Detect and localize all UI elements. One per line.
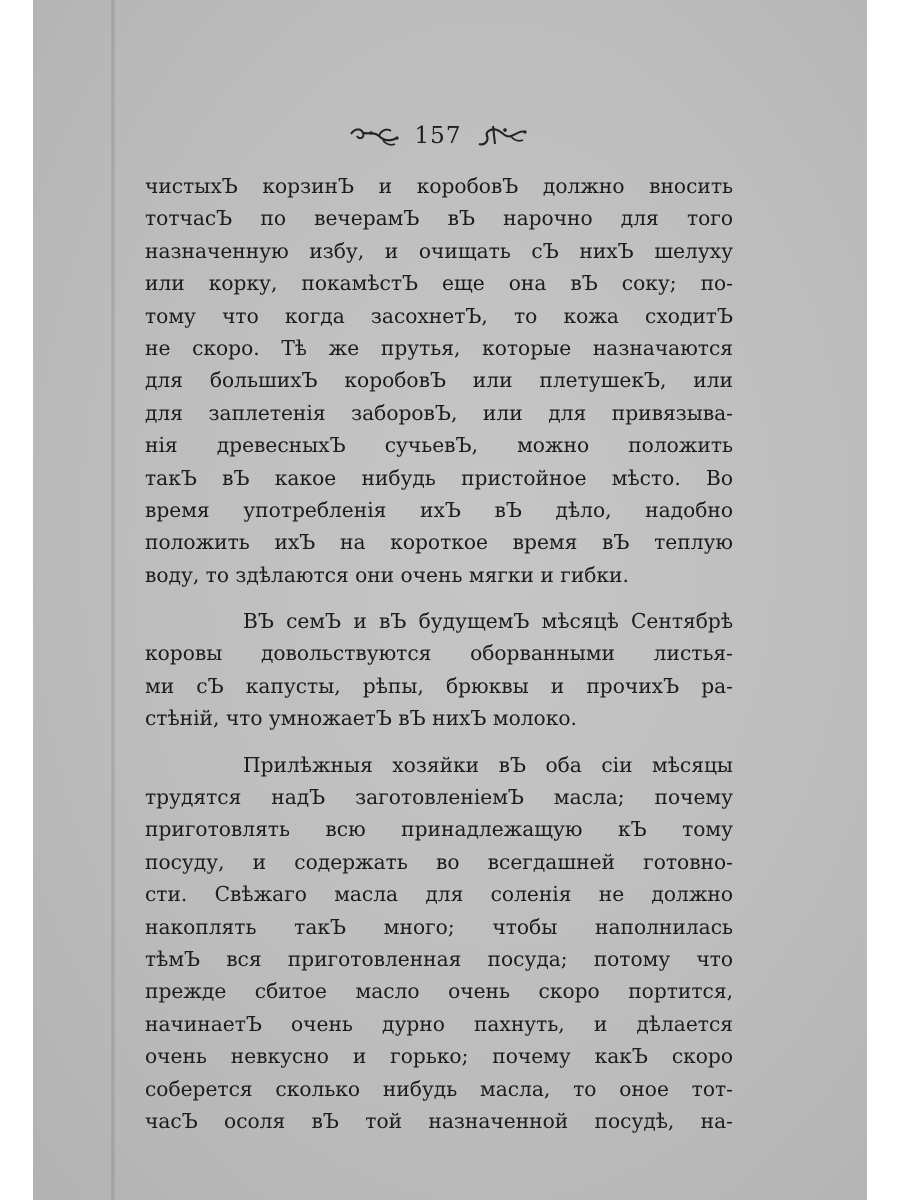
text-line: прежде сбитое масло очень скоро портится, (145, 979, 733, 1004)
text-line: начинаетЪ очень дурно пахнуть, и дѣлается (145, 1011, 733, 1036)
text-line: стѣній, что умножаетЪ вЪ нихЪ молоко. (145, 706, 577, 731)
text-line: приготовлять всю принадлежащую кЪ тому (145, 817, 733, 842)
paragraph-3 (145, 749, 733, 1138)
text-line: для большихЪ коробовЪ или плетушекЪ, или (145, 368, 733, 393)
text-line: коровы довольствуются оборванными листья- (145, 641, 733, 666)
paragraph-2 (145, 605, 733, 735)
page-header (328, 116, 548, 156)
text-line: Прилѣжныя хозяйки вЪ оба сіи мѣсяцы (243, 752, 733, 777)
right-flourish-ornament-icon (475, 122, 529, 150)
text-line: тѣмЪ вся приготовленная посуда; потому что (145, 946, 733, 971)
text-line: соберется сколько нибудь масла, то оное тот- (145, 1076, 733, 1101)
left-flourish-ornament-icon (347, 122, 401, 150)
text-line: ВЪ семЪ и вЪ будущемЪ мѣсяцѣ Сентябрѣ (243, 609, 733, 634)
text-line: время употребленія ихЪ вЪ дѣло, надобно (145, 497, 733, 522)
text-line: для заплетенія заборовЪ, или для привязыва- (145, 400, 733, 425)
text-line: ми сЪ капусты, рѣпы, брюквы и прочихЪ ра- (145, 673, 733, 698)
page-fold-shadow (111, 0, 115, 1200)
text-line: положить ихЪ на короткое время вЪ теплую (145, 530, 733, 555)
body-text (145, 170, 733, 1137)
text-line: нія древесныхЪ сучьевЪ, можно положить (145, 433, 733, 458)
text-line: тотчасЪ по вечерамЪ вЪ нарочно для того (145, 206, 733, 231)
paragraph-1 (145, 170, 733, 591)
text-line: назначенную избу, и очищать сЪ нихЪ шелуху (145, 238, 733, 263)
text-line: или корку, покамѣстЪ еще она вЪ соку; по- (145, 271, 733, 296)
text-line: тому что когда засохнетЪ, то кожа сходитЪ (145, 303, 733, 328)
text-line: очень невкусно и горько; почему какЪ скоро (145, 1044, 733, 1069)
text-line: часЪ осоля вЪ той назначенной посудѣ, на- (145, 1108, 733, 1133)
text-line: сти. Свѣжаго масла для соленія не должно (145, 882, 733, 907)
text-line: такЪ вЪ какое нибудь пристойное мѣсто. Во (145, 465, 733, 490)
text-line: воду, то здѣлаются они очень мягки и гибки. (145, 562, 629, 587)
text-line: посуду, и содержать во всегдашней готовно- (145, 849, 733, 874)
book-page (33, 0, 867, 1200)
text-line: чистыхЪ корзинЪ и коробовЪ должно вносить (145, 174, 733, 198)
page-number: 157 (414, 123, 462, 149)
text-line: накоплять такЪ много; чтобы наполнилась (145, 914, 733, 939)
text-line: трудятся надЪ заготовленіемЪ масла; почему (145, 785, 733, 810)
text-line: не скоро. Тѣ же прутья, которые назначаются (145, 335, 733, 360)
